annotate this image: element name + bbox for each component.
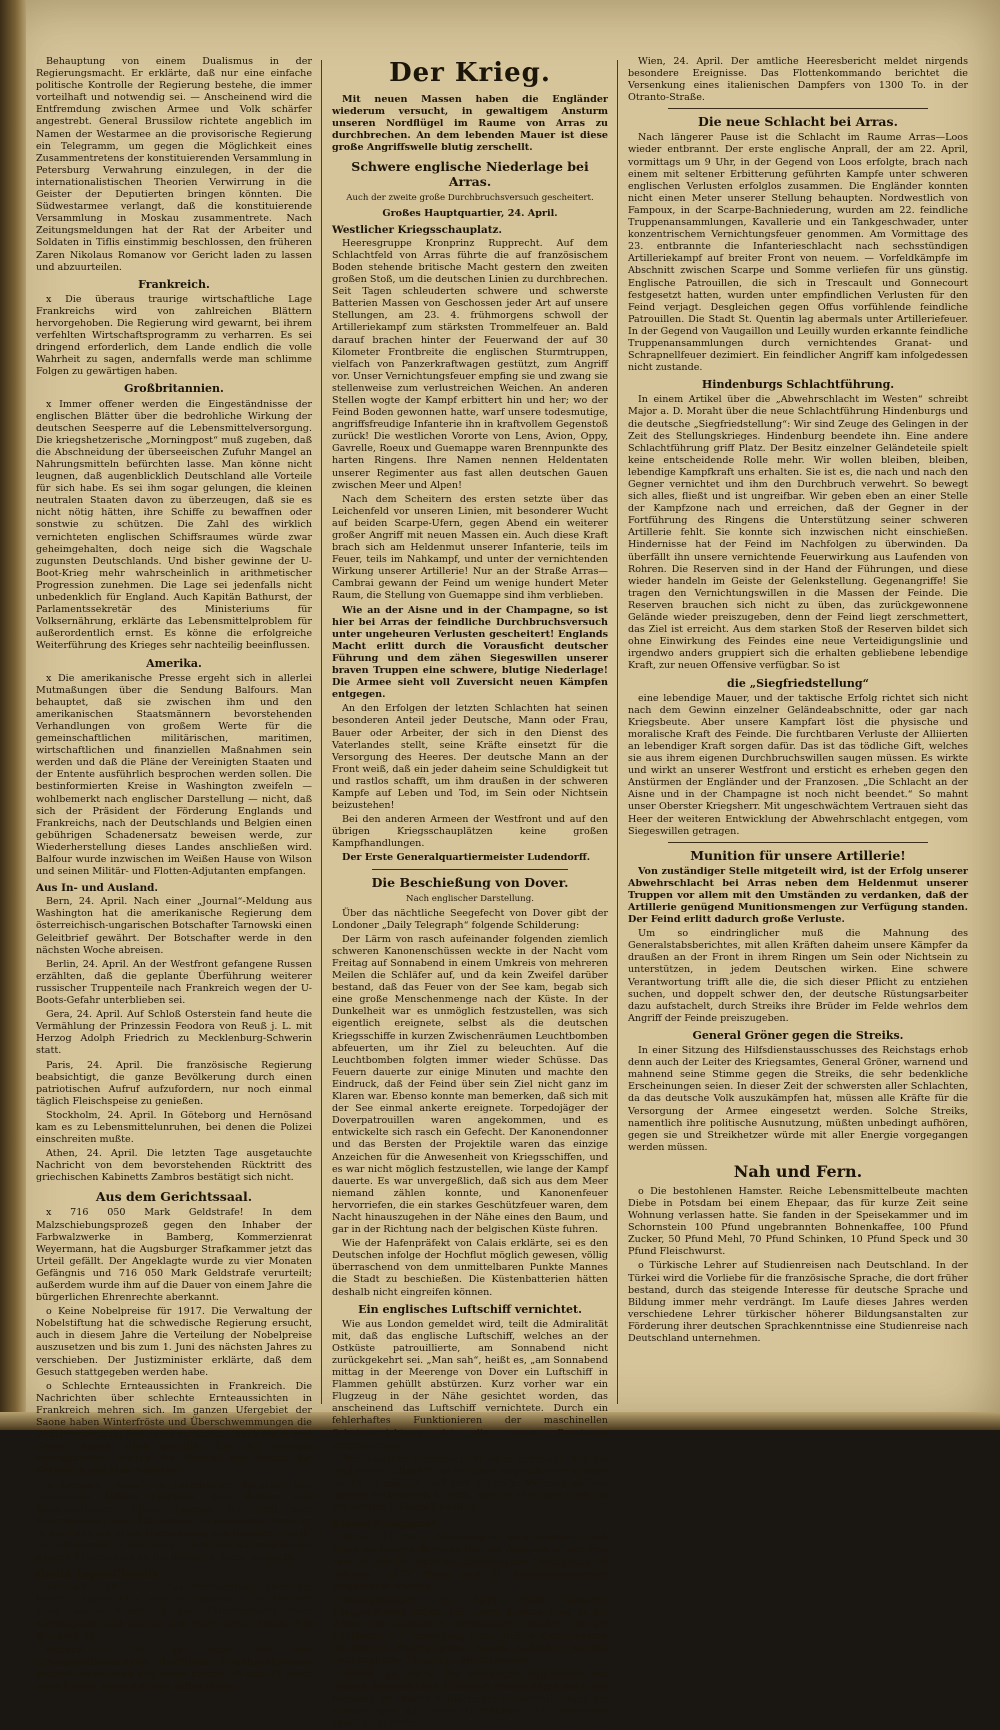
heading-siegfriedstellung: die „Siegfriedstellung“ bbox=[727, 676, 869, 690]
paragraph: In einem Artikel über die „Abwehrschlacht im Westen“ schreibt Major a. D. Moraht über die neue Schlachtführung Hindenburgs und die deutsche „Siegfriedstellung“: Wir sind Zeuge des Gelingen in der Zeit des Stellungskrieges. Hindenburg beendete ihn. Eine andere Schlachtführung griff Platz. Der Besitz einzelner Geländeteile spielt keine entscheidende Rolle mehr. Wir wollen bleiben, bleiben, lebendige Kampfkraft uns erhalten. Sie ist es, die nach und nach den Gegner vernichtet und ihm den Durchbruch verwehrt. So bewegt sich alles, fließt und ist ungreifbar. Wir geben eben an einer Stelle der Kampfzone nach und erreichen, daß der Gegner in der Fortführung des Ringens die Unterstützung seiner schweren Artillerie fehlt. Sie konnte sich inzwischen nicht einschießen. Hindernisse hat der Feind im Nachfolgen zu überwinden. Da überfällt ihn unsere vernichtende Feuerwirkung aus Laufenden von Rohren. Die Reserven sind in der Hand der Führungen, und diese wieder handeln im Geiste der Gelenkstellung. Gegenangriffe! Sie tragen den Vernichtungswillen in die Massen der Feinde. Die Reserven brauchen sich nicht zu üben, das zurückgewonnene Gelände wieder preiszugeben, denn der Feind liegt zerschmettert, das Ziel ist erreicht. Aus dem starken Stoß der Reserven bildet sich ohne Einwirkung des Feindes eine neue Verteidigungslinie und irgendwo anders gruppiert sich die erhalten gebliebene lebendige Kraft, zur neuen Offensive verfügbar. So ist bbox=[628, 394, 968, 672]
news-item: Paris, 24. April. Die französische Regierung beabsichtigt, die ganze Bevölkerung durch einen patriotischen Aufruf aufzufordern, nur noch einmal täglich Fleischspeise zu genießen. bbox=[36, 1059, 312, 1107]
news-item: x 716 050 Mark Geldstrafe! In dem Malzschiebungsprozeß gegen den Inhaber der Farbwalzwerke in Bamberg, Kommerzienrat Weyermann, hat die Augsburger Strafkammer jetzt das Urteil gefällt. Der Angeklagte wurde zu vier Monaten Gefängnis und 716 050 Mark Geldstrafe verurteilt; außerdem wurde ihm auf die Dauer von einem Jahre die bürgerlichen Ehrenrechte aberkannt. bbox=[36, 1207, 312, 1304]
heading-groener: General Gröner gegen die Streiks. bbox=[692, 1028, 904, 1042]
column-rule-2 bbox=[617, 60, 618, 1404]
paragraph: Der deutsche Heeresbericht hatte gemeldet, daß ein englisches Luftschiff bei Nieuport abgeschossen worden ist. Es ist möglich, daß sich die obige Meldung auf das gleiche Vorkommnis bezieht, aber es kann sich auch um ein zweites Luftschiff handeln. bbox=[332, 1453, 608, 1514]
paragraph: Der Lärm von rasch aufeinander folgenden ziemlich schweren Kanonenschüssen weckte in der Nacht vom Freitag auf Sonnabend in einem Umkreis von mehreren Meilen die Schläfer auf, und da kein Zweifel darüber bestand, daß das Feuer von der See kam, begab sich eine große Menschenmenge nach der Küste. In der Dunkelheit war es unmöglich festzustellen, was sich eigentlich ereignete, selbst als die deutschen Kriegsschiffe in kurzen Zwischenräumen Leuchtbomben abfeuerten, um ihr Ziel zu beleuchten. Auf die Leuchtbomben folgten immer wieder Schüsse. Das Feuern dauerte zur einige Minuten und machte den Eindruck, daß der Feind über sein Ziel nicht ganz im Klaren war. Ebenso konnte man bemerken, daß sich mit der See einmal ankerte ereignete. Torpedojäger der Doverpatrouillen waren angekommen, und es entwickelte sich rasch ein Gefecht. Der Kanonendonner und das Bersten der Projektile waren das einzige Anzeichen für die Anwesenheit von Kriegsschiffen, und es war nicht möglich festzustellen, wie lange der Kampf dauerte. Es war unvergeßlich, daß sich aus dem Meer niemand zählen konnte, und Kanonenfeuer hervorriefen, die ein starkes Geschützfeuer waren, dem Nacht hinauszugehen in der Nähe eines den Baum, und gar in der Richtung nach der belgischen Küste fuhren. bbox=[332, 933, 608, 1236]
column-rule-1 bbox=[321, 60, 322, 1404]
heading-hindenburg: Hindenburgs Schlachtführung. bbox=[701, 378, 895, 392]
paragraph: Wie der Hafenpräfekt von Calais erklärte, sei es den Deutschen infolge der Hochflut möglich gewesen, völlig überraschend von dem unmittelbaren Punkte Mannes die Stadt zu beschießen. Die Küstenbatterien hätten deshalb nicht eingreifen können. bbox=[332, 1238, 608, 1298]
paragraph: Nach längerer Pause ist die Schlacht im Raume Arras—Loos wieder entbrannt. Der erste englische Anprall, der am 22. April, vormittags um 9 Uhr, in der Gegend von Loos erfolgte, brach nach einem mit seltener Erbitterung geführten Kampfe unter schweren englischen Verlusten erfolglos zusammen. Die Engländer konnten nicht einen Meter unserer Stellung behaupten. Nordwestlich von Fampoux, in der Scarpe-Bachniederung, wurden am 22. feindliche Truppenansammlungen, Kavallerie und ein Tankgeschwader, unter konzentrischem Vernichtungsfeuer genommen. Am Vormittage des 23. entbrannte die Infanterieschlacht nach sechsstündigen Artilleriekampf auf breiter Front von neuem. — Vorfeldkämpfe im Abschnitt zwischen Scarpe und Somme verliefen für uns günstig. Englische Patrouillen, die sich in Trescault und Gonnecourt festgesetzt hatten, wurden unter empfindlichen Verlusten für den Feind verjagt. Desgleichen gegen Offus vorfühlende feindliche Patrouillen. Die Stadt St. Quentin lag abermals unter Artilleriefeuer. In der Gegend von Vaugaillon und Leuilly wurden erkannte feindliche Truppenansammlungen durch vernichtendes Granat- und Schrapnellfeuer dezimiert. Ein feindlicher Angriff kam infolgedessen nicht zustande. bbox=[628, 132, 968, 374]
news-item: o Goethes „Faust“ in isländischer Sprache. Das isländische Althing beschloß, dem Dichter und Hochschullehrer Bjarni Jonsson fra Vogi eine Unterstützung von 1200 Kronen zu bewilligen, damit er in der Lage sei, seine Übertragung von Goethes „Faust“ ins Isländische zu vollenden. Island hat während dieses ganzen Krieges eine an die deutsche Sache geglaubt. bbox=[36, 1479, 312, 1564]
subheading-dover: Nach englischer Darstellung. bbox=[406, 893, 534, 904]
divider bbox=[668, 842, 928, 843]
paragraph: eine lebendige Mauer, und der taktische Erfolg richtet sich nicht nach dem Gewinn einzelner Geländeabschnitte, oder gar nach Kriegsbeute. Aber unsere Kampfart löst die physische und moralische Kraft des Feinde. Die furchtbaren Verluste der Alliierten an lebendiger Kraft sorgen dafür. Das ist das tödliche Gift, welches sie aus ihrem eigenen Durchbruchswillen saugen müssen. Es wirkte und wirkt an unserer Westfront und ersticht es erheben gegen den Anstürmen der Engländer und der Franzosen. „Die Schlacht an der Aisne und in der Champagne ist noch nicht beendet.“ So mahnt unser Oberster Kriegsherr. Mit ungeschwächtem Vertrauen sieht das Heer der weiteren Entwicklung der Abwehrschlacht entgegen, vom Siegeswillen getragen. bbox=[628, 692, 968, 837]
heading-munition: Munition für unsere Artillerie! bbox=[690, 847, 906, 863]
heading-grossbritannien: Großbritannien. bbox=[124, 382, 224, 396]
heading-gerichtssaal: Aus dem Gerichtssaal. bbox=[95, 1189, 253, 1205]
paragraph: Wie aus London gemeldet wird, teilt die Admiralität mit, daß das englische Luftschiff, welches an der Ostküste patrouillierte, am Sonnabend nicht zurückgekehrt sei. „Man sah“, heißt es, „am Sonnabend mittag in der Meerenge von Dover ein Luftschiff in Flammen gehüllt abstürzen. Kurz vorher war ein Flugzeug in der Nähe gesichtet worden, das anscheinend das Luftschiff vernichtete. Durch ein fehlerhaftes Funktionieren der maschinellen Schutzvorrichtung ist die ganze Besatzung umgekommen. bbox=[332, 1318, 608, 1451]
lead-paragraph: Mit neuen Massen haben die Engländer wiederum versucht, in gewaltigem Ansturm unseren Nordflügel im Raume von Arras zu durchbrechen. An dem lebenden Mauer ist diese große Angriffswelle blutig zerschellt. bbox=[332, 94, 608, 154]
column-2 bbox=[332, 56, 608, 1729]
paragraph: x Die amerikanische Presse ergeht sich in allerlei Mutmaßungen über die Sendung Balfours. Man behauptet, daß sie zwischen ihm und den amerikanischen Staatsmännern bevorstehenden Verhandlungen von großem Werte für die gemeinschaftlichen militärischen, maritimen, wirtschaftlichen und finanziellen Maßnahmen sein werden und daß die Pläne der Vereinigten Staaten und der Entente ausführlich besprochen werden sollen. Die bestinformierten Kreise in Washington zweifeln — wohlbemerkt nach englischer Darstellung — nicht, daß sich der Präsident der Förderung Englands und Frankreichs, nach der Deutschlands und Belgien einen gebührigen Schadenersatz beweisen werde, zur Wiederherstellung dieses Landes anschließen wird. Balfour wurde inzwischen im Weißen Hause von Wilson und seinen Militär- und Flotten-Adjutanten empfangen. bbox=[36, 672, 312, 878]
heading-dover: Die Beschießung von Dover. bbox=[371, 874, 569, 890]
heading-nah-und-fern: Nah und Fern. bbox=[733, 1161, 863, 1181]
news-item: Athen, 24. April. Die letzten Tage ausgetauchte Nachricht von dem bevorstehenden Rücktritt des griechischen Kabinetts Zambros bestätigt sich nicht. bbox=[36, 1148, 312, 1184]
paragraph: Über das nächtliche Seegefecht von Dover gibt der Londoner „Daily Telegraph“ folgende Schilderung: bbox=[332, 907, 608, 931]
news-item-wien: Wien, 24. April. Der amtliche Heeresbericht meldet nirgends besondere Ereignisse. Das Flottenkommando berichtet die Versenkung eines italienischen Dampfers von 1300 To. in der Otranto-Straße. bbox=[628, 56, 968, 104]
news-item: o Keine Nobelpreise für 1917. Die Verwaltung der Nobelstiftung hat die schwedische Regierung ersucht, auch in diesem Jahre die Verteilung der Nobelpreise auszusetzen und bis zum 1. Juni des nächsten Jahres zu verschieben. Der Justizminister erklärte, daß dem Gesuch stattgegeben werden habe. bbox=[36, 1306, 312, 1378]
paragraph: Um so eindringlicher muß die Mahnung des Generalstabsberichtes, mit allen Kräften daheim unsere Kämpfer da draußen an der Front in ihrem Ringen um Sein oder Nichtsein zu unterstützen, in jedem Deutschen wirken. Eine schwere Verantwortung trifft alle die, die sich dieser Pflicht zu entziehen suchen, und doppelt schwer den, der deutsche Rüstungsarbeiter dazu aufstachelt, durch Streiks ihre Brüder im Felde wehrlos dem Angriff der Feinde preiszugeben. bbox=[628, 928, 968, 1024]
news-item: Konstantinopel, 24. April. Zwei deutsche Fliegeroffiziere haben bei einem kühnen Flug in die Wüste die englischen Verteilungen zerstört, die die Engländer zur Versorgung ihrer großen Kampfmassen die Dämme entlang gebaut hatten. Außerdem wurden zwei englische Flugzeuge abgeschossen. bbox=[332, 1594, 608, 1667]
heading-in-und-ausland: Aus In- und Ausland. bbox=[36, 882, 159, 895]
paragraph: Heeresgruppe Kronprinz Rupprecht. Auf dem Schlachtfeld von Arras führte die auf französischem Boden stehende britische Macht gestern den zweiten großen Stoß, um die deutschen Linien zu durchbrechen. Seit Tagen schleuderten schwere und schwerste Batterien Massen von Geschossen jeder Art auf unsere Stellungen, am 23. 4. frühmorgens schwoll der Artilleriekampf zum stärksten Trommelfeuer an. Bald darauf brachen hinter der Feuerwand der auf 30 Kilometer Frontbreite die englischen Sturmtruppen, vielfach von Panzerkraftwagen gestützt, zum Angriff vor. Unser Vernichtungsfeuer empfing sie und zwang sie stellenweise zum verlustreichen Weichen. An anderen Stellen wogte der Kampf erbittert hin und her; wo der Feind Boden gewonnen hatte, warf unsere todesmutige, angriffsfreudige Infanterie ihn in kraftvollem Gegenstoß zurück! Die westlichen Vororte von Lens, Avion, Oppy, Gavrelle, Roeux und Guemappe waren Brennpunkte des harten Ringens. Ihre Namen nennen Heldentaten unserer Regimenter aus fast allen deutschen Gauen zwischen Meer und Alpen! bbox=[332, 237, 608, 491]
news-item: Bern, 24. April. Nach einer „Journal“-Meldung aus Washington hat die amerikanische Regierung dem österreichisch-ungarischen Botschafter Tarnowski einen Geleitbrief gewährt. Der Botschafter werde in den nächsten Woche abreisen. bbox=[36, 896, 312, 956]
paragraph: In einer Sitzung des Hilfsdienstausschusses des Reichstags erhob denn auch der Leiter des Kriegsamtes, General Gröner, warnend und mahnend seine Stimme gegen die Streiks, die sehr bedenkliche Erscheinungen seien. In dieser Zeit der schwersten aller Schlachten, da das deutsche Volk auszukämpfen hat, müssen alle Kräfte für die Versorgung der Armee eingesetzt werden. Solche Streiks, namentlich ihre politische Ausnutzung, müßten unbedingt aufhören, gegen sie und Streikhetzer würde mit aller Energie vorgegangen werden müssen. bbox=[628, 1045, 968, 1153]
paragraph: An den Erfolgen der letzten Schlachten hat seinen besonderen Anteil jeder Deutsche, Mann oder Frau, Bauer oder Arbeiter, der sich in den Dienst des Vaterlandes stellt, seine Kräfte einsetzt für die Versorgung des Heeres. Der deutsche Mann an der Front weiß, daß ein jeder daheim seine Schuldigkeit tut und rastlos schafft, um ihm draußen in der schweren Kampfe auf Leben und Tod, im Sein oder Nichtsein beizustehen! bbox=[332, 703, 608, 812]
signature-ludendorff: Der Erste Generalquartiermeister Ludendorff. bbox=[342, 852, 591, 864]
news-item: Berlin, 24. April. Nachträglich wird gemeldet, daß allein im Raume Berry-au-Bac bis Auberive in der Zeit vom 16. bis 19. April an französischen Gefangenen 30 Offiziere, 1472 Mann und 91 Maschinengewehre eingebracht wurden. bbox=[332, 1532, 608, 1592]
page-left-edge bbox=[0, 0, 26, 1430]
heading-schlacht-arras: Die neue Schlacht bei Arras. bbox=[698, 114, 898, 130]
heading-tages-chronik: Bunte Tages-Chronik. bbox=[36, 1568, 163, 1581]
news-item: Berlin, 24. April. An der Westfront gefangene Russen erzählten, daß die geplante Überführung weiterer russischer Truppenteile nach Frankreich wegen der U-Boots-Gefahr unterblieben sei. bbox=[36, 958, 312, 1007]
column-1 bbox=[36, 56, 312, 1692]
paragraph: x Immer offener werden die Eingeständnisse der englischen Blätter über die bedrohliche Wirkung der deutschen Seesperre auf die Lebensmittelversorgung. Die kriegshetzerische „Morningpost“ muß zugeben, daß die Abschneidung der überseeischen Zufuhr Mangel an Nahrungsmitteln befürchten lasse. Man könne nicht leugnen, daß augenblicklich Deutschland alle Vorteile für sich habe. Es sei ihm sogar gelungen, die kleinen neutralen Staaten davon zu überzeugen, daß sie es nicht nötig hätten, ihre Schiffe zu bewaffnen oder sonstwie zu schützen. Die Zahl des wirklich vernichteten englischen Schiffsraumes würde zwar geheimgehalten, doch neige sich die Wagschale zugunsten Deutschlands. Und bisher gewinne der U-Boot-Krieg mehr wahrscheinlich in arithmetischer Progression zunehmen. Die Lage sei jedenfalls nicht unbedenklich für England. Auch Kapitän Bathurst, der Parlamentssekretär des Ministeriums für Volksernährung, erklärte das Lebensmittelproblem für außerordentlich ernst. Es könne die erfolgreiche Weiterführung des Krieges sehr nachteilig beeinflussen. bbox=[36, 398, 312, 652]
news-item: Minden i. W., 24. April. Ein des Lebensmitteldiebstahls überführter Eisenbahnbeamter erschoß seine Frau und seine beiden 10 und 12 Jahre alten Kinder, worauf er sich selbst tötete. bbox=[36, 1644, 312, 1692]
divider bbox=[372, 869, 568, 870]
paragraph: Nach dem Scheitern des ersten setzte über das Leichenfeld vor unseren Linien, mit besonderer Wucht auf beiden Scarpe-Ufern, gegen Abend ein weiterer großer Angriff mit neuen Massen ein. Auch diese Kraft brach sich am Heldenmut unserer Infanterie, teils im Feuer, teils im Nahkampf, und unter der vernichtenden Wirkung unserer Artillerie! Nur an der Straße Arras—Cambrai gewann der Feind um wenige hundert Meter Raum, die Stellung von Guemappe sind ihm verblieben. bbox=[332, 493, 608, 602]
heading-niederlage-arras: Schwere englische Niederlage bei Arras. bbox=[351, 159, 589, 190]
intro-paragraph: Behauptung von einem Dualismus in der Regierungsmacht. Er erklärte, daß nur eine einfache politische Kontrolle der Regierung bestehe, die immer vorteilhaft und notwendig sei. — Anscheinend wird die Entfremdung zwischen Armee und Volk schärfer angestrebt. General Brussilow richtete angeblich im Namen der Westarmee an die provisorische Regierung ein Telegramm, um gegen die Möglichkeit eines Zusammentretens der konstituierenden Versammlung in Petersburg Verwahrung einzulegen, in der die internationalistischen Theorien Verwirrung in die Geister der Deputierten bringen könnten. Die Südwestarmee verlangt, daß die konstituierende Versammlung in Moskau zusammentrete. Nach Zeitungsmeldungen hat der Rat der Arbeiter und Soldaten in Tiflis einstimmig beschlossen, den früheren Zaren Nikolaus Romanow vor Gericht laden zu lassen und abzuurteilen. bbox=[36, 56, 312, 273]
paragraph: Bei den anderen Armeen der Westfront und auf den übrigen Kriegsschauplätzen keine großen Kampfhandlungen. bbox=[332, 814, 608, 850]
news-item: o Türkische Lehrer auf Studienreisen nach Deutschland. In der Türkei wird die Vorliebe für die französische Sprache, die dort früher bestand, durch das steigende Interesse für deutsche Sprache und Bildung immer mehr verdrängt. Im Laufe dieses Jahres werden verschiedene Lehrer türkischer höherer Bildungsanstalten zur Förderung ihrer deutschen Sprachkenntnisse eine Studienreise nach Deutschland unternehmen. bbox=[628, 1260, 968, 1344]
news-item: Zürich, 24. April. Die bisherigen Ergebnisse der großen französischen Offensive rechtfertigen nach der Meinung der Kurier militärischer Sachverständigen die Erwartungen auf einen Durchbruch der deutschen Front nicht mehr. bbox=[332, 1669, 608, 1729]
news-item: Kattowitz, 24. April. Aus Verzweiflung über die Untreue seiner Frau warf in Gosnowice ein Arbeiter seine beiden Kinder in den Förderschacht einer Kohlengrube und stürzte sich dann selbst hinab. Alle drei sind tot. bbox=[36, 1582, 312, 1642]
news-item: o Schlechte Ernteaussichten in Frankreich. Die Nachrichten über schlechte Ernteaussichten in Frankreich mehren sich. Im ganzen Ufergebiet der Saone haben Winterfröste und Überschwemmungen die Winterweizensaat fast völlig vernichtet. Auch Hafer und Gerste haben stark gelitten. Um die Verluste auszugleichen, wollen die Bauern den Boden für Kartoffeln und Mais bestellen. bbox=[36, 1380, 312, 1477]
news-item: Stockholm, 24. April. In Göteborg und Hernösand kam es zu Lebensmittelunruhen, bei denen die Polizei einschreiten mußte. bbox=[36, 1109, 312, 1146]
heading-amerika: Amerika. bbox=[146, 656, 202, 670]
paragraph: x Die überaus traurige wirtschaftliche Lage Frankreichs wird von zahlreichen Blättern hervorgehoben. Die Regierung wird gewarnt, bei ihrem verfehlten Wirtschaftsprogramm zu verharren. Es sei dringend erforderlich, dem Lande endlich die volle Wahrheit zu sagen, andernfalls werde man schlimme Folgen zu gewärtigen haben. bbox=[36, 293, 312, 378]
subheading-durchbruchsversuch: Auch der zweite große Durchbruchsversuch gescheitert. bbox=[346, 193, 594, 204]
news-item: o Die bestohlenen Hamster. Reiche Lebensmittelbeute machten Diebe in Potsdam bei einem Ehepaar, das für kurze Zeit seine Wohnung verlassen hatte. Sie fanden in der Speisekammer und im Schornstein 100 Pfund ungebrannten Bohnenkaffee, 100 Pfund Zucker, 50 Pfund Mehl, 70 Pfund Schinken, 10 Pfund Speck und 30 Pfund Fleischwurst. bbox=[628, 1185, 968, 1258]
bold-paragraph: Wie an der Aisne und in der Champagne, so ist hier bei Arras der feindliche Durchbruchsversuch unter ungeheuren Verlusten gescheitert! Englands Macht erlitt durch die Vorausficht deutscher Führung und dem zähen Siegeswillen unserer braven Truppen eine schwere, blutige Niederlage! Die Armee sieht voll Zuversicht neuen Kämpfen entgegen. bbox=[332, 604, 608, 701]
heading-westlicher-kriegsschauplatz: Westlicher Kriegsschauplatz. bbox=[332, 223, 503, 236]
headline-der-krieg: Der Krieg. bbox=[389, 58, 551, 88]
heading-luftschiff: Ein englisches Luftschiff vernichtet. bbox=[358, 1302, 582, 1316]
heading-kriegspost: Kleine Kriegspost. bbox=[332, 1518, 440, 1531]
divider bbox=[668, 108, 928, 109]
bold-paragraph: Von zuständiger Stelle mitgeteilt wird, ist der Erfolg unserer Abwehrschlacht bei Arras neben dem Heldenmut unserer Truppen vor allem mit den Umständen zu verdanken, daß der Artillerie genügend Munitionsmengen zur Verfügung standen. Der Feind erlitt dadurch große Verluste. bbox=[628, 865, 968, 926]
heading-frankreich: Frankreich. bbox=[138, 277, 210, 291]
column-3 bbox=[628, 56, 968, 1406]
news-item: Gera, 24. April. Auf Schloß Osterstein fand heute die Vermählung der Prinzessin Feodora von Reuß j. L. mit Herzog Adolph Friedrich zu Mecklenburg-Schwerin statt. bbox=[36, 1009, 312, 1057]
dateline-hauptquartier: Großes Hauptquartier, 24. April. bbox=[382, 207, 558, 219]
